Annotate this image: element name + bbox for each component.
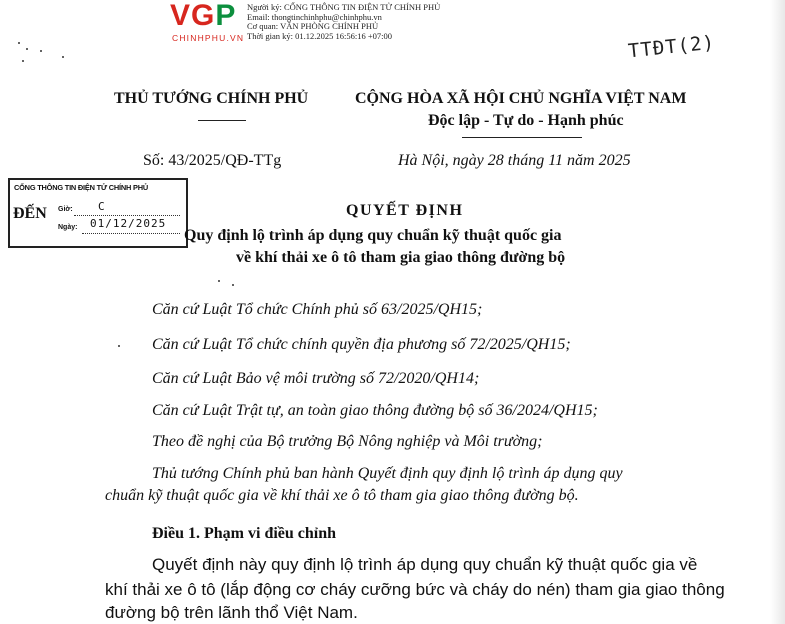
stamp-gio-label: Giờ: bbox=[58, 206, 73, 213]
scan-speck bbox=[118, 345, 120, 347]
national-title: CỘNG HÒA XÃ HỘI CHỦ NGHĨA VIỆT NAM bbox=[355, 90, 687, 107]
logo-letter-p: P bbox=[215, 0, 237, 32]
document-number: Số: 43/2025/QĐ-TTg bbox=[143, 152, 282, 169]
stamp-ngay-value: 01/12/2025 bbox=[90, 217, 167, 230]
vgp-logo bbox=[170, 0, 236, 32]
received-stamp bbox=[8, 178, 188, 248]
legal-basis-1: Căn cứ Luật Tổ chức Chính phủ số 63/2025/QH15; bbox=[152, 301, 483, 318]
scan-speck bbox=[40, 50, 42, 52]
scan-speck bbox=[232, 284, 234, 286]
signature-signer: Người ký: CỔNG THÔNG TIN ĐIỆN TỬ CHÍNH PHỦ bbox=[247, 2, 441, 12]
stamp-dotted-line bbox=[82, 233, 180, 234]
logo-letter-g: G bbox=[191, 0, 216, 32]
issuer-underline bbox=[198, 120, 246, 121]
legal-basis-4: Căn cứ Luật Trật tự, an toàn giao thông đường bộ số 36/2024/QH15; bbox=[152, 402, 598, 419]
decision-subject-line1: Quy định lộ trình áp dụng quy chuẩn kỹ thuật quốc gia bbox=[184, 227, 562, 244]
signature-agency: Cơ quan: VĂN PHÒNG CHÍNH PHỦ bbox=[247, 21, 379, 32]
legal-basis-5: Theo đề nghị của Bộ trưởng Bộ Nông nghiệp và Môi trường; bbox=[152, 433, 543, 450]
logo-letter-v: V bbox=[170, 0, 192, 32]
place-date: Hà Nội, ngày 28 tháng 11 năm 2025 bbox=[398, 152, 631, 169]
national-motto: Độc lập - Tự do - Hạnh phúc bbox=[428, 112, 624, 129]
enactment-line1: Thủ tướng Chính phủ ban hành Quyết định quy định lộ trình áp dụng quy bbox=[152, 465, 623, 482]
digital-signature bbox=[247, 3, 440, 41]
enactment-line2: chuẩn kỹ thuật quốc gia về khí thải xe ô tô tham gia giao thông đường bộ. bbox=[105, 487, 579, 504]
scan-speck bbox=[18, 42, 20, 44]
logo-subtitle: CHINHPHU.VN bbox=[172, 33, 245, 43]
issuer-name: THỦ TƯỚNG CHÍNH PHỦ bbox=[114, 90, 309, 107]
scan-speck bbox=[22, 60, 24, 62]
handwritten-note: TTĐT(2) bbox=[627, 31, 716, 63]
stamp-dotted-line bbox=[74, 215, 180, 216]
scan-edge-shadow bbox=[770, 0, 785, 624]
scan-speck bbox=[62, 56, 64, 58]
scan-speck bbox=[218, 280, 220, 282]
stamp-gio-value: C bbox=[98, 200, 105, 213]
motto-underline bbox=[462, 137, 582, 138]
decision-subject-line2: về khí thải xe ô tô tham gia giao thông đường bộ bbox=[236, 249, 566, 266]
decision-title: QUYẾT ĐỊNH bbox=[346, 202, 464, 219]
article-1-line2: khí thải xe ô tô (lắp động cơ cháy cưỡng bức và cháy do nén) tham gia giao thông bbox=[105, 580, 725, 599]
stamp-den: ĐẾN bbox=[13, 205, 47, 222]
article-1-line1: Quyết định này quy định lộ trình áp dụng quy chuẩn kỹ thuật quốc gia về bbox=[152, 555, 698, 574]
signature-email: Email: thongtinchinhphu@chinhphu.vn bbox=[247, 11, 382, 22]
scan-speck bbox=[26, 48, 28, 50]
stamp-org: CỔNG THÔNG TIN ĐIỆN TỬ CHÍNH PHỦ bbox=[14, 183, 148, 192]
legal-basis-2: Căn cứ Luật Tổ chức chính quyền địa phương số 72/2025/QH15; bbox=[152, 336, 571, 353]
signature-time: Thời gian ký: 01.12.2025 16:56:16 +07:00 bbox=[247, 30, 393, 41]
article-1-line3: đường bộ trên lãnh thổ Việt Nam. bbox=[105, 603, 358, 622]
article-1-heading: Điều 1. Phạm vi điều chỉnh bbox=[152, 525, 337, 542]
legal-basis-3: Căn cứ Luật Bảo vệ môi trường số 72/2020/QH14; bbox=[152, 370, 480, 387]
stamp-ngay-label: Ngày: bbox=[58, 224, 78, 231]
